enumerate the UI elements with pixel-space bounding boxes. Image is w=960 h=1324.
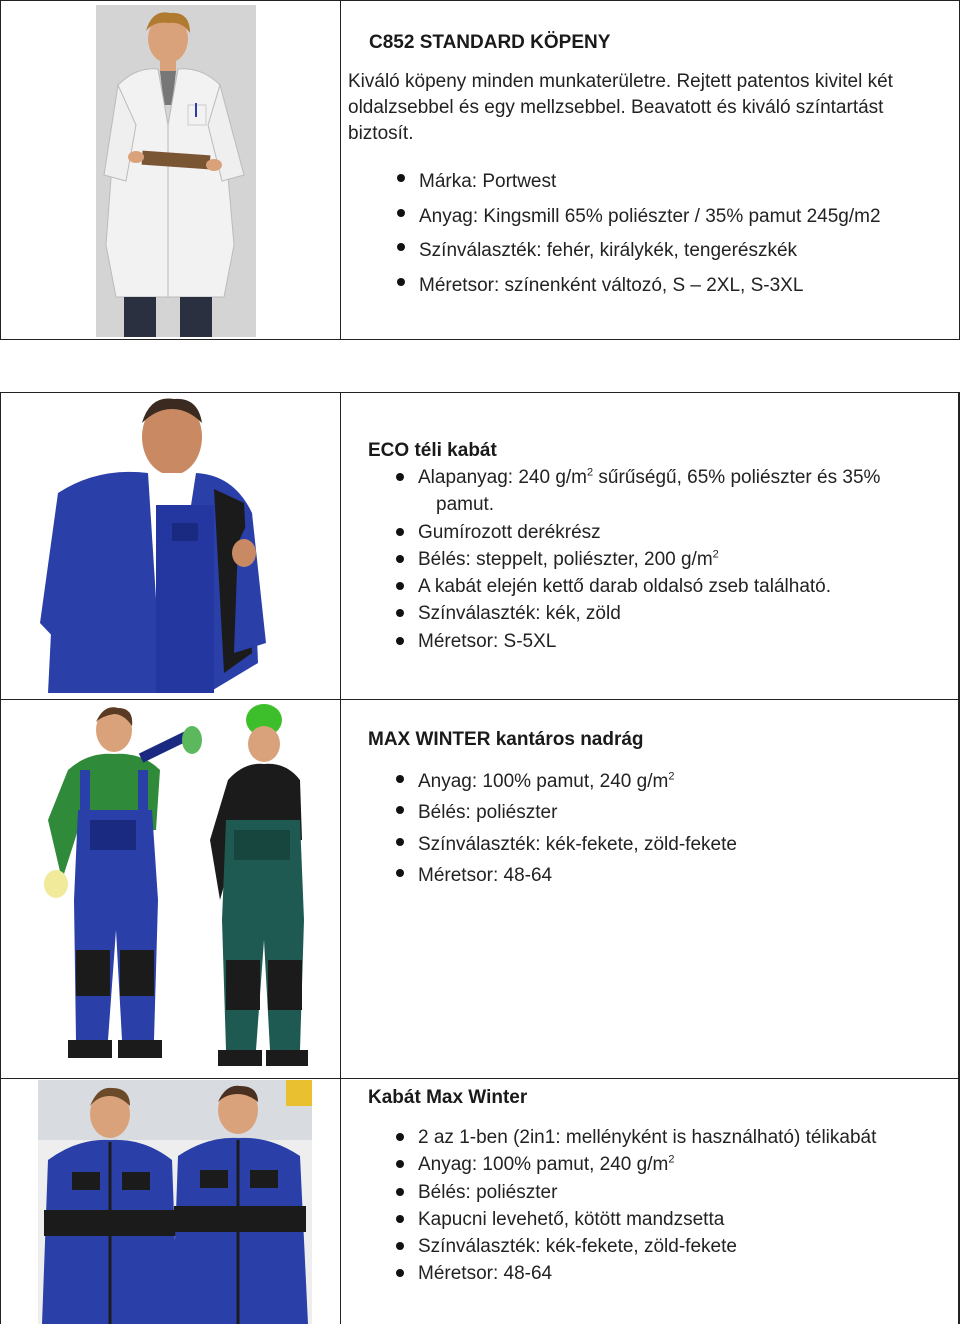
spec-item: Anyag: Kingsmill 65% poliészter / 35% pamut 245g/m2 bbox=[393, 200, 881, 235]
product-title: MAX WINTER kantáros nadrág bbox=[368, 729, 644, 750]
spec-item: Színválaszték: kék-fekete, zöld-fekete bbox=[392, 1233, 876, 1260]
spec-list bbox=[392, 1124, 876, 1288]
product-photo-bib-overalls bbox=[38, 700, 308, 1076]
product-title: ECO téli kabát bbox=[368, 440, 497, 461]
row-divider bbox=[0, 1078, 960, 1079]
spec-item: Bélés: poliészter bbox=[392, 1179, 876, 1206]
spec-item bbox=[392, 766, 737, 797]
spec-text: Anyag: 100% pamut, 240 g/m bbox=[418, 771, 669, 792]
superscript: 2 bbox=[668, 1153, 675, 1166]
product-photo-max-winter-jacket bbox=[38, 1080, 312, 1324]
spec-text: Alapanyag: 240 g/m bbox=[418, 467, 588, 488]
spec-item: Méretsor: színenként változó, S – 2XL, S-3XL bbox=[393, 269, 881, 304]
spec-item: Bélés: poliészter bbox=[392, 797, 737, 828]
product-description bbox=[348, 69, 948, 147]
product-block-c852 bbox=[0, 0, 960, 340]
spec-item: Színválaszték: fehér, királykék, tengerészkék bbox=[393, 234, 881, 269]
superscript: 2 bbox=[712, 548, 719, 561]
superscript: 2 bbox=[668, 770, 675, 783]
spec-item bbox=[392, 1151, 876, 1178]
spec-text: sűrűségű, 65% poliészter és 35% bbox=[598, 467, 881, 488]
spec-item: Márka: Portwest bbox=[393, 165, 881, 200]
right-border bbox=[958, 392, 959, 1324]
spec-list bbox=[392, 766, 737, 891]
spec-list bbox=[392, 464, 880, 655]
spec-item: 2 az 1-ben (2in1: mellényként is használható) télikabát bbox=[392, 1124, 876, 1151]
spec-item bbox=[392, 546, 880, 573]
spec-text: Anyag: 100% pamut, 240 g/m bbox=[418, 1154, 669, 1176]
spec-item: Színválaszték: kék-fekete, zöld-fekete bbox=[392, 829, 737, 860]
description-line: biztosít. bbox=[348, 123, 414, 144]
spec-item bbox=[392, 464, 880, 491]
spec-item: Színválaszték: kék, zöld bbox=[392, 600, 880, 627]
spec-item: Kapucni levehető, kötött mandzsetta bbox=[392, 1206, 876, 1233]
spec-item: A kabát elején kettő darab oldalsó zseb található. bbox=[392, 573, 880, 600]
spec-item: Méretsor: 48-64 bbox=[392, 860, 737, 891]
product-title: C852 STANDARD KÖPENY bbox=[369, 32, 611, 53]
superscript: 2 bbox=[587, 466, 594, 479]
product-photo-lab-coat bbox=[96, 5, 256, 337]
spec-text: Bélés: steppelt, poliészter, 200 g/m bbox=[418, 548, 713, 570]
description-line: Kiváló köpeny minden munkaterületre. Rejtett patentos kivitel két bbox=[348, 71, 893, 92]
spec-item: Méretsor: 48-64 bbox=[392, 1260, 876, 1287]
product-title: Kabát Max Winter bbox=[368, 1087, 528, 1108]
description-line: oldalzsebbel és egy mellzsebbel. Beavatott és kiváló színtartást bbox=[348, 97, 884, 118]
product-photo-winter-jacket bbox=[38, 393, 268, 699]
spec-item: Gumírozott derékrész bbox=[392, 519, 880, 546]
spec-item: Méretsor: S-5XL bbox=[392, 628, 880, 655]
spec-item-continued: pamut. bbox=[436, 494, 495, 516]
spec-list bbox=[393, 165, 881, 303]
